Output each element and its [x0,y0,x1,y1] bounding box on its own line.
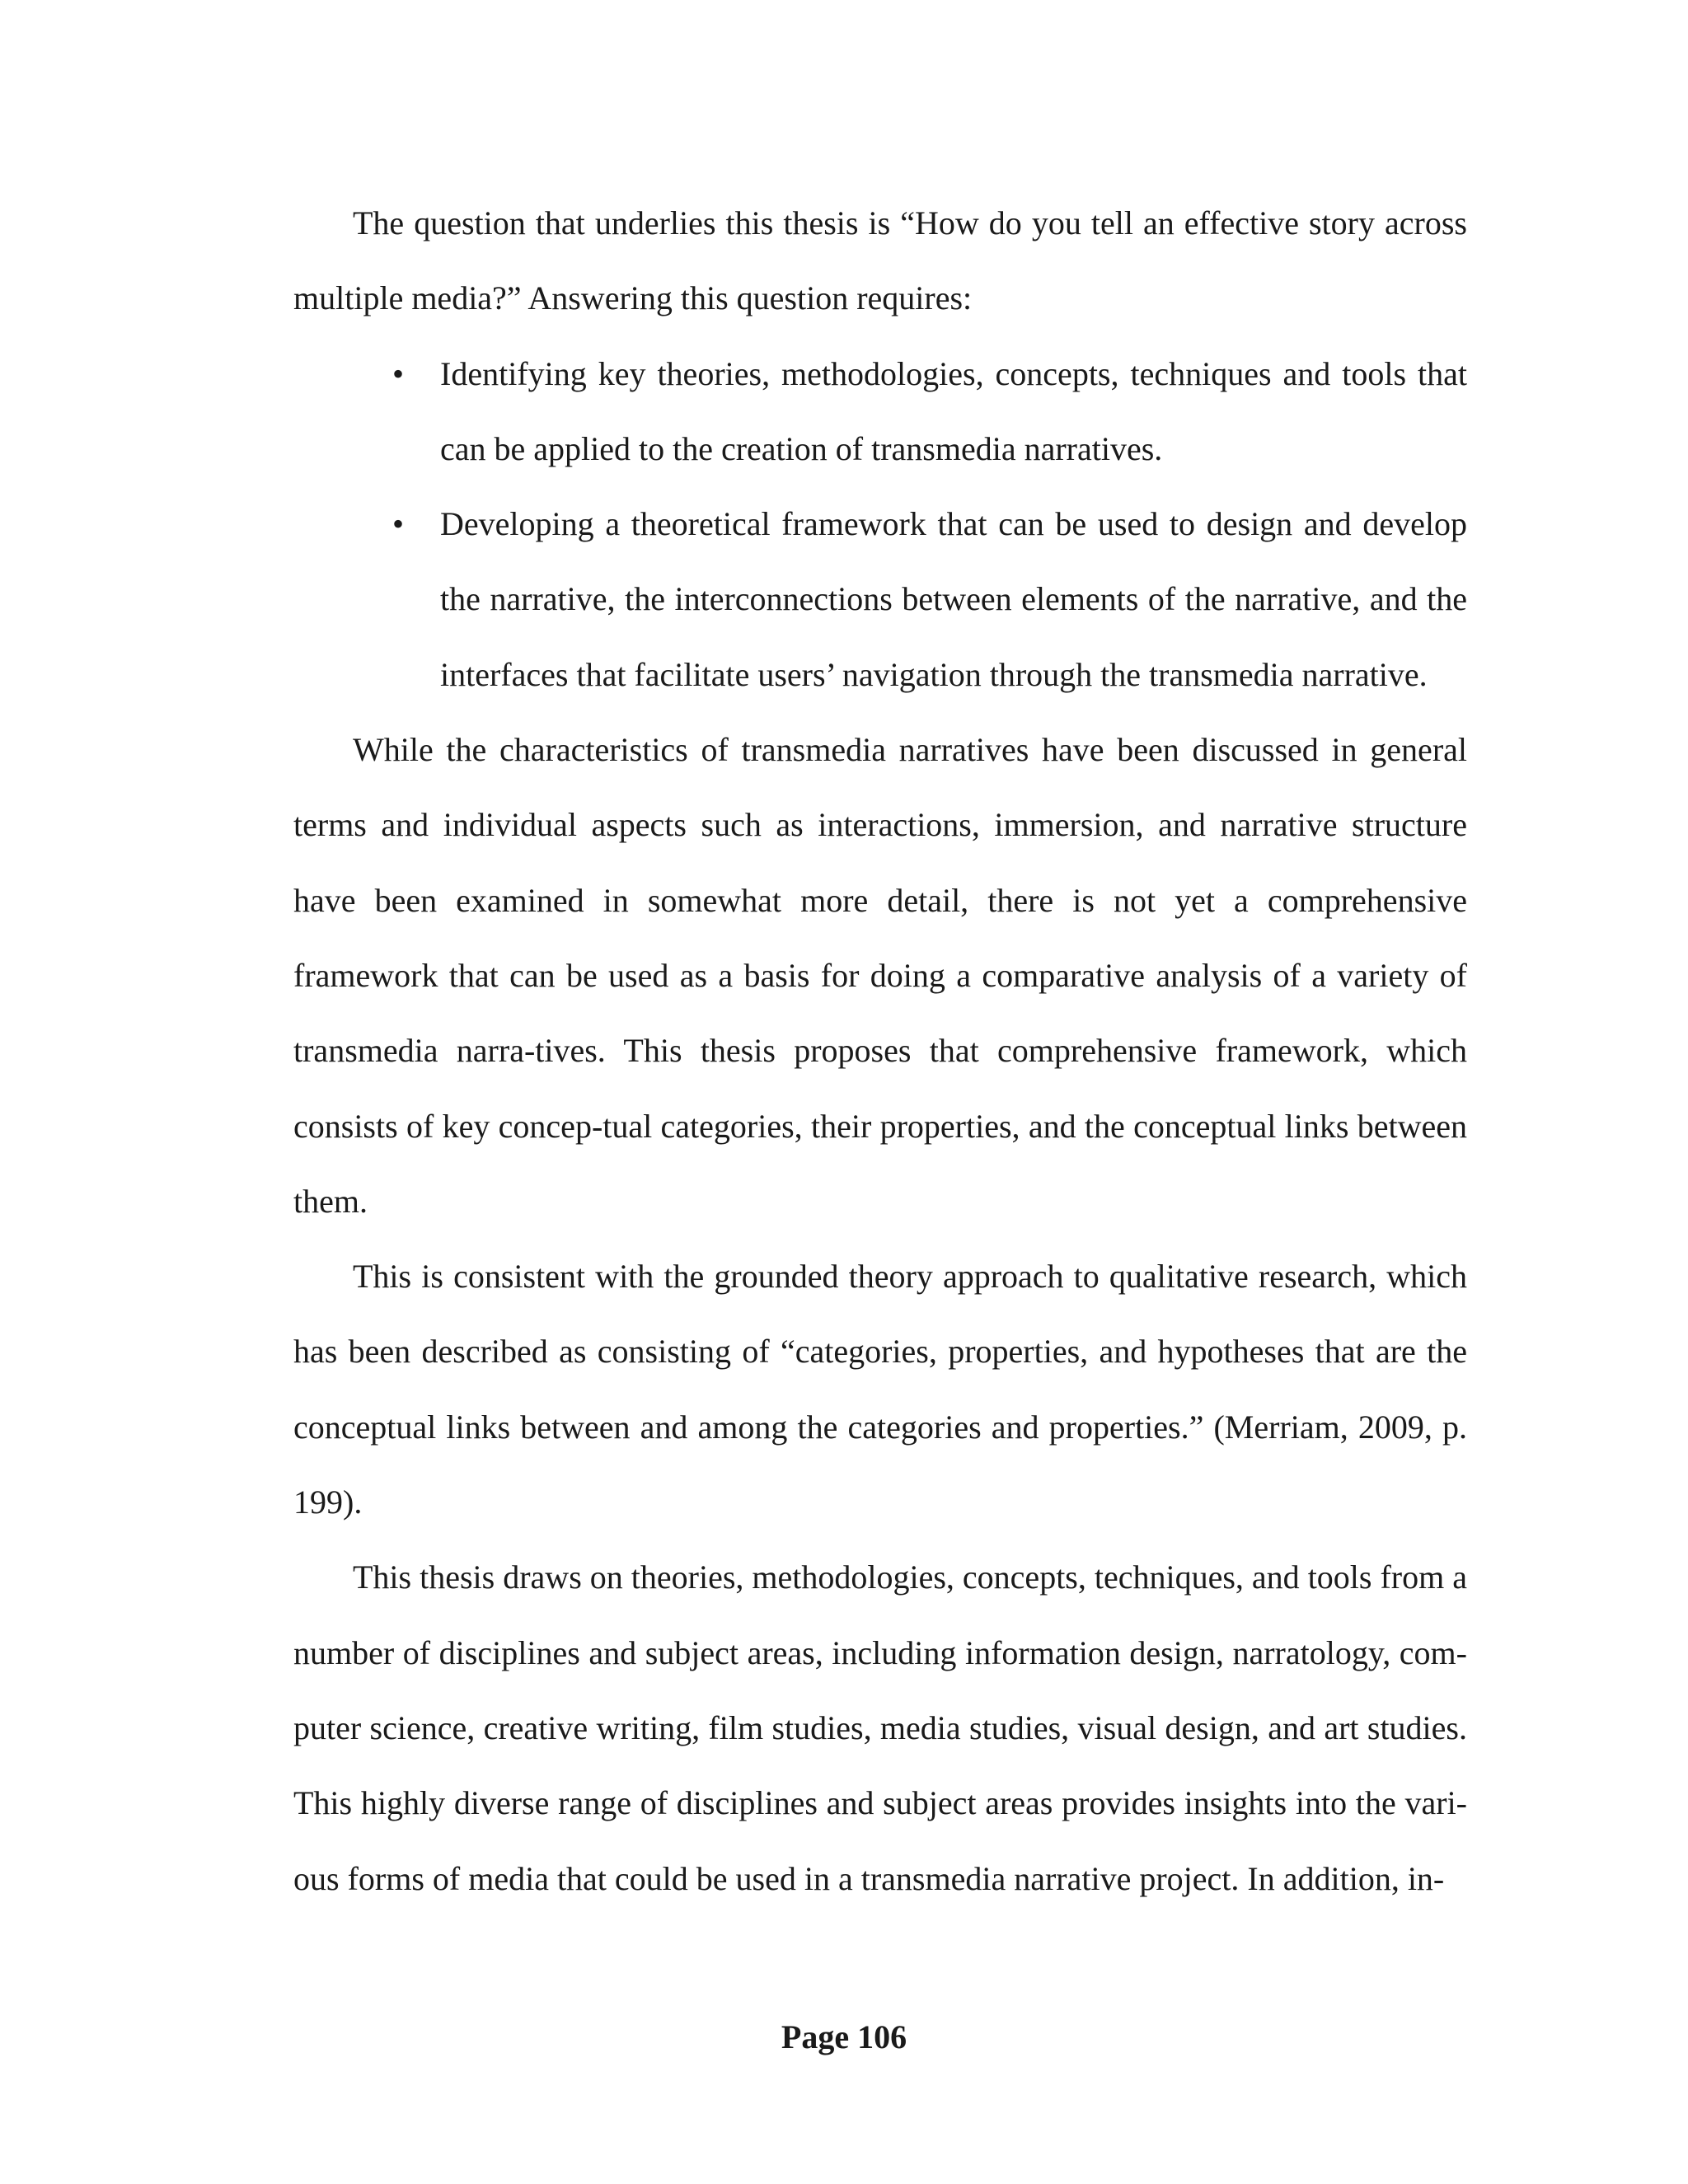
list-item [293,486,1467,712]
list-item [293,336,1467,487]
page-number: Page 106 [781,2018,907,2055]
paragraph-framework: While the characteristics of transmedia narratives have been discussed in general terms and individual aspects such as interactions, immersion, and narrative structure have been examined in somewhat more detail, there is not yet a comprehensive framework that can be used as a basis for doing a comparative analysis of a variety of transmedia narra-tives. This thesis proposes that comprehensive framework, which consists of key concep-tual categories, their properties, and the conceptual links between them. [293,731,1467,1220]
paragraph-intro: The question that underlies this thesis is “How do you tell an effective story across multiple media?” Answering this question requires: [293,204,1467,317]
paragraph-disciplines: This thesis draws on theories, methodologies, concepts, techniques, and tools from a number of disciplines and subject areas, including information design, narratology, com-puter science, creative writing, film studies, media studies, visual design, and art studies. This highly diverse range of disciplines and subject areas provides insights into the vari-ous forms of media that could be used in a transmedia narrative project. In addition, in- [293,1558,1467,1897]
paragraph-grounded-theory: This is consistent with the grounded theory approach to qualitative research, which has been described as consisting of “categories, properties, and hypotheses that are the conceptual links between and among the categories and properties.” (Merriam, 2009, p. 199). [293,1258,1467,1521]
body-text [293,185,1467,1916]
bullet-icon: • [392,354,405,392]
list-item-text: Developing a theoretical framework that can be used to design and develop the narrative, the interconnections between elements of the narrative, and the interfaces that facilitate users’ navigation through the transmedia narrative. [440,505,1467,693]
list-item-text: Identifying key theories, methodologies, concepts, techniques and tools that can be applied to the creation of transmedia narratives. [440,354,1467,467]
bullet-icon: • [392,505,405,543]
requirements-list [293,336,1467,712]
